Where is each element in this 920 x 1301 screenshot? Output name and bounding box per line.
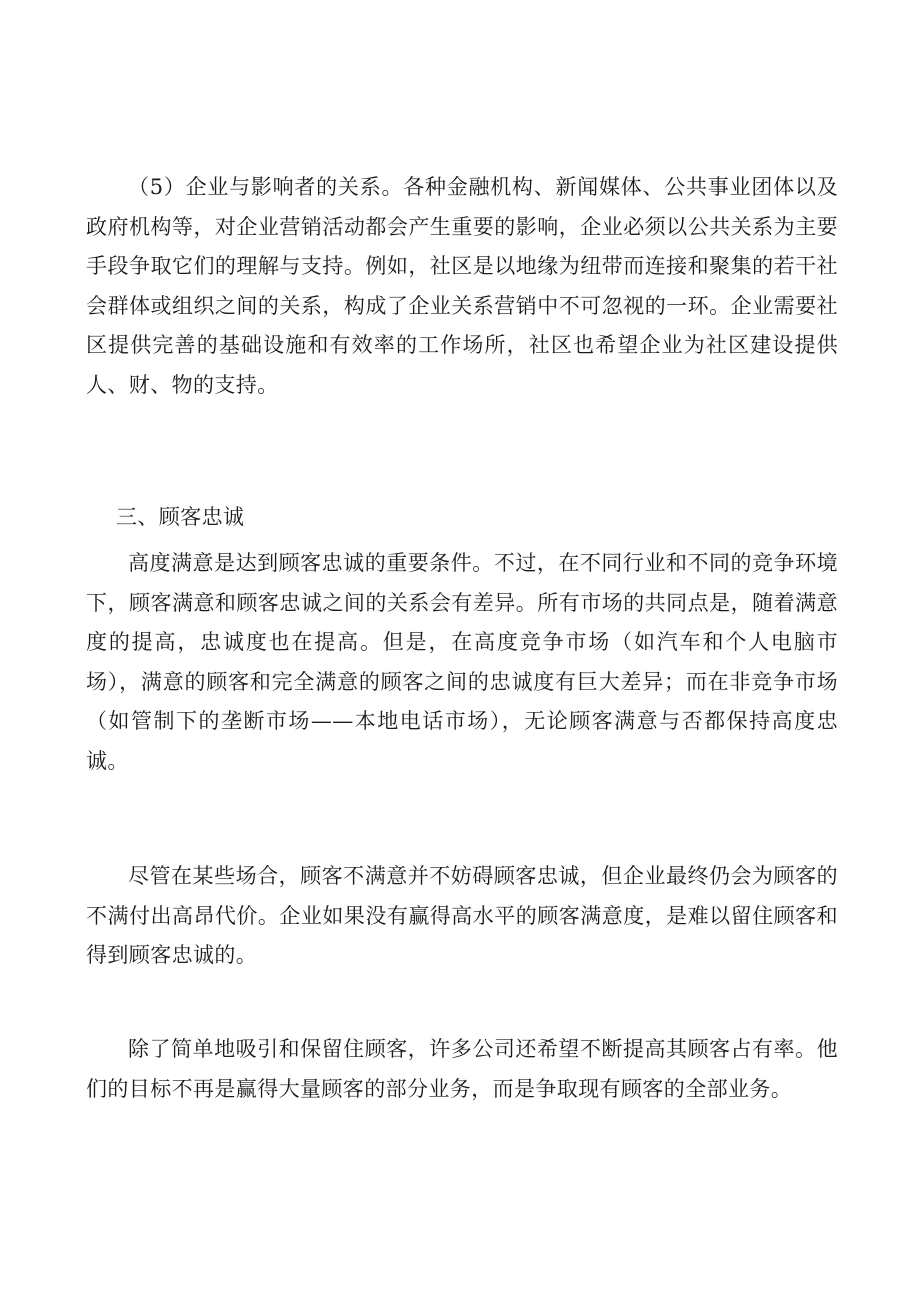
paragraph-dissatisfaction-cost: 尽管在某些场合，顾客不满意并不妨碍顾客忠诚，但企业最终仍会为顾客的不满付出高昂代价。企业如果没有赢得高水平的顾客满意度，是难以留住顾客和得到顾客忠诚的。 xyxy=(86,864,838,968)
section-heading-customer-loyalty: 三、顾客忠诚 xyxy=(116,505,245,529)
paragraph-influencer-relations: （5）企业与影响者的关系。各种金融机构、新闻媒体、公共事业团体以及政府机构等，对企业营销活动都会产生重要的影响，企业必须以公共关系为主要手段争取它们的理解与支持。例如，社区是以地缘为纽带而连接和聚集的若干社会群体或组织之间的关系，构成了企业关系营销中不可忽视的一环。企业需要社区提供完善的基础设施和有效率的工作场所，社区也希望企业为社区建设提供人、财、物的支持。 xyxy=(86,175,838,397)
paragraph-satisfaction-loyalty: 高度满意是达到顾客忠诚的重要条件。不过，在不同行业和不同的竞争环境下，顾客满意和顾客忠诚之间的关系会有差异。所有市场的共同点是，随着满意度的提高，忠诚度也在提高。但是，在高度竞争市场（如汽车和个人电脑市场），满意的顾客和完全满意的顾客之间的忠诚度有巨大差异；而在非竞争市场（如管制下的垄断市场——本地电话市场），无论顾客满意与否都保持高度忠诚。 xyxy=(86,551,838,773)
paragraph-customer-share: 除了简单地吸引和保留住顾客，许多公司还希望不断提高其顾客占有率。他们的目标不再是赢得大量顾客的部分业务，而是争取现有顾客的全部业务。 xyxy=(86,1037,838,1101)
